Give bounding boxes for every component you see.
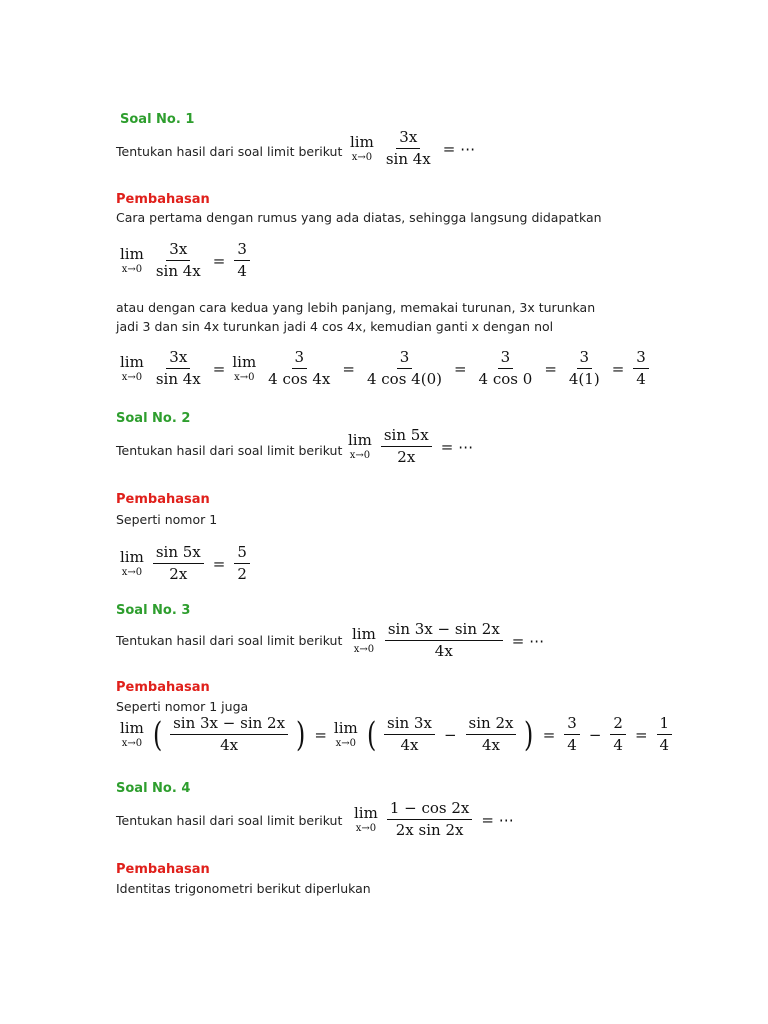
limit-operator: lim x→0 <box>120 352 144 383</box>
equals: = <box>544 359 557 378</box>
fraction: $\frac{3}{4}$ <box>234 242 250 279</box>
pembahasan-2-heading: Pembahasan <box>116 492 210 507</box>
soal-3-heading: Soal No. 3 <box>116 603 191 618</box>
equals: = <box>453 359 467 378</box>
pembahasan-1-text-2a: atau dengan cara kedua yang lebih panjang, memakai turunan, 3x turunkan <box>116 300 596 315</box>
soal-3-question: Tentukan hasil dari soal limit berikut <box>116 633 343 648</box>
soal-4-formula <box>354 801 517 838</box>
limit-operator: lim x→0 <box>354 803 378 834</box>
fraction: $\frac{\sin 3x - \sin 2x}{4x}$ <box>170 716 288 753</box>
tail: = ⋯ <box>442 139 476 158</box>
tail: = ⋯ <box>511 631 545 650</box>
equals: = <box>212 554 226 573</box>
equals: = <box>212 251 226 270</box>
pembahasan-1-formula-1 <box>120 242 252 279</box>
fraction: $\frac{\sin 2x}{4x}$ <box>466 716 517 753</box>
right-paren: ) <box>524 714 534 755</box>
pembahasan-1-text-2b: jadi 3 dan sin 4x turunkan jadi 4 cos 4x, kemudian ganti x dengan nol <box>116 319 554 334</box>
soal-1-question: Tentukan hasil dari soal limit berikut <box>116 144 343 159</box>
fraction: $\frac{3x}{\sin 4x}$ <box>385 128 431 168</box>
pembahasan-1-formula-2 <box>120 350 651 387</box>
soal-4-question: Tentukan hasil dari soal limit berikut <box>116 813 343 828</box>
limit-operator: lim x→0 <box>352 624 376 655</box>
soal-2-formula <box>348 428 476 465</box>
fraction: $\frac{3}{4 \cos 4(0)}$ <box>366 348 442 388</box>
right-paren: ) <box>296 714 306 755</box>
fraction: $\frac{3}{4}$ <box>564 716 580 753</box>
pembahasan-2-formula <box>120 545 252 582</box>
left-paren: ( <box>152 714 163 755</box>
fraction: $\frac{\sin 3x - \sin 2x}{4x}$ <box>385 622 503 659</box>
fraction: $\frac{1}{4}$ <box>657 716 673 753</box>
limit-operator: lim x→0 <box>350 132 374 163</box>
equals: = <box>542 725 556 744</box>
pembahasan-2-text: Seperti nomor 1 <box>116 512 218 527</box>
pembahasan-3-text: Seperti nomor 1 juga <box>116 699 249 714</box>
pembahasan-1-text-1: Cara pertama dengan rumus yang ada diatas, sehingga langsung didapatkan <box>116 210 602 225</box>
fraction: $\frac{3}{4 \cos 0}$ <box>478 348 533 388</box>
fraction: $\frac{1 - \cos 2x}{\text{2x sin 2x}}$ <box>387 801 473 838</box>
minus: − <box>443 725 457 744</box>
fraction: $\frac{\sin 5x}{2x}$ <box>381 428 432 465</box>
limit-operator: lim x→0 <box>333 718 358 749</box>
equals: = <box>314 725 327 744</box>
soal-4-heading: Soal No. 4 <box>116 781 191 796</box>
equals: = <box>342 359 355 378</box>
fraction: $\frac{3}{4}$ <box>633 350 649 387</box>
fraction: $\frac{3x}{\sin 4x}$ <box>155 348 201 388</box>
soal-3-formula <box>352 622 547 659</box>
pembahasan-4-text: Identitas trigonometri berikut diperlukan <box>116 881 371 896</box>
pembahasan-3-heading: Pembahasan <box>116 680 210 695</box>
minus: − <box>588 725 602 744</box>
fraction: $\frac{3}{4(1)}$ <box>568 348 600 388</box>
soal-2-question: Tentukan hasil dari soal limit berikut <box>116 443 343 458</box>
equals: = <box>212 359 226 378</box>
pembahasan-1-heading: Pembahasan <box>116 192 210 207</box>
equals: = <box>634 725 648 744</box>
fraction: $\frac{3}{4 \cos 4x}$ <box>268 348 331 388</box>
fraction: $\frac{2}{4}$ <box>610 716 626 753</box>
soal-1-heading: Soal No. 1 <box>120 112 195 127</box>
soal-1-formula <box>350 130 478 167</box>
equals: = <box>611 359 625 378</box>
limit-operator: lim x→0 <box>232 352 257 383</box>
fraction: $\frac{5}{2}$ <box>234 545 250 582</box>
fraction: $\frac{\sin 3x}{4x}$ <box>384 716 435 753</box>
soal-2-heading: Soal No. 2 <box>116 411 191 426</box>
left-paren: ( <box>366 714 377 755</box>
limit-operator: lim x→0 <box>120 244 144 275</box>
fraction: $\frac{\sin 5x}{2x}$ <box>153 545 204 582</box>
limit-operator: lim x→0 <box>120 547 144 578</box>
pembahasan-3-formula <box>120 716 674 753</box>
pembahasan-4-heading: Pembahasan <box>116 862 210 877</box>
fraction: $\frac{3x}{\sin 4x}$ <box>155 240 201 280</box>
tail: = ⋯ <box>481 810 514 829</box>
tail: = ⋯ <box>440 437 474 456</box>
limit-operator: lim x→0 <box>120 718 144 749</box>
limit-operator: lim x→0 <box>348 430 372 461</box>
